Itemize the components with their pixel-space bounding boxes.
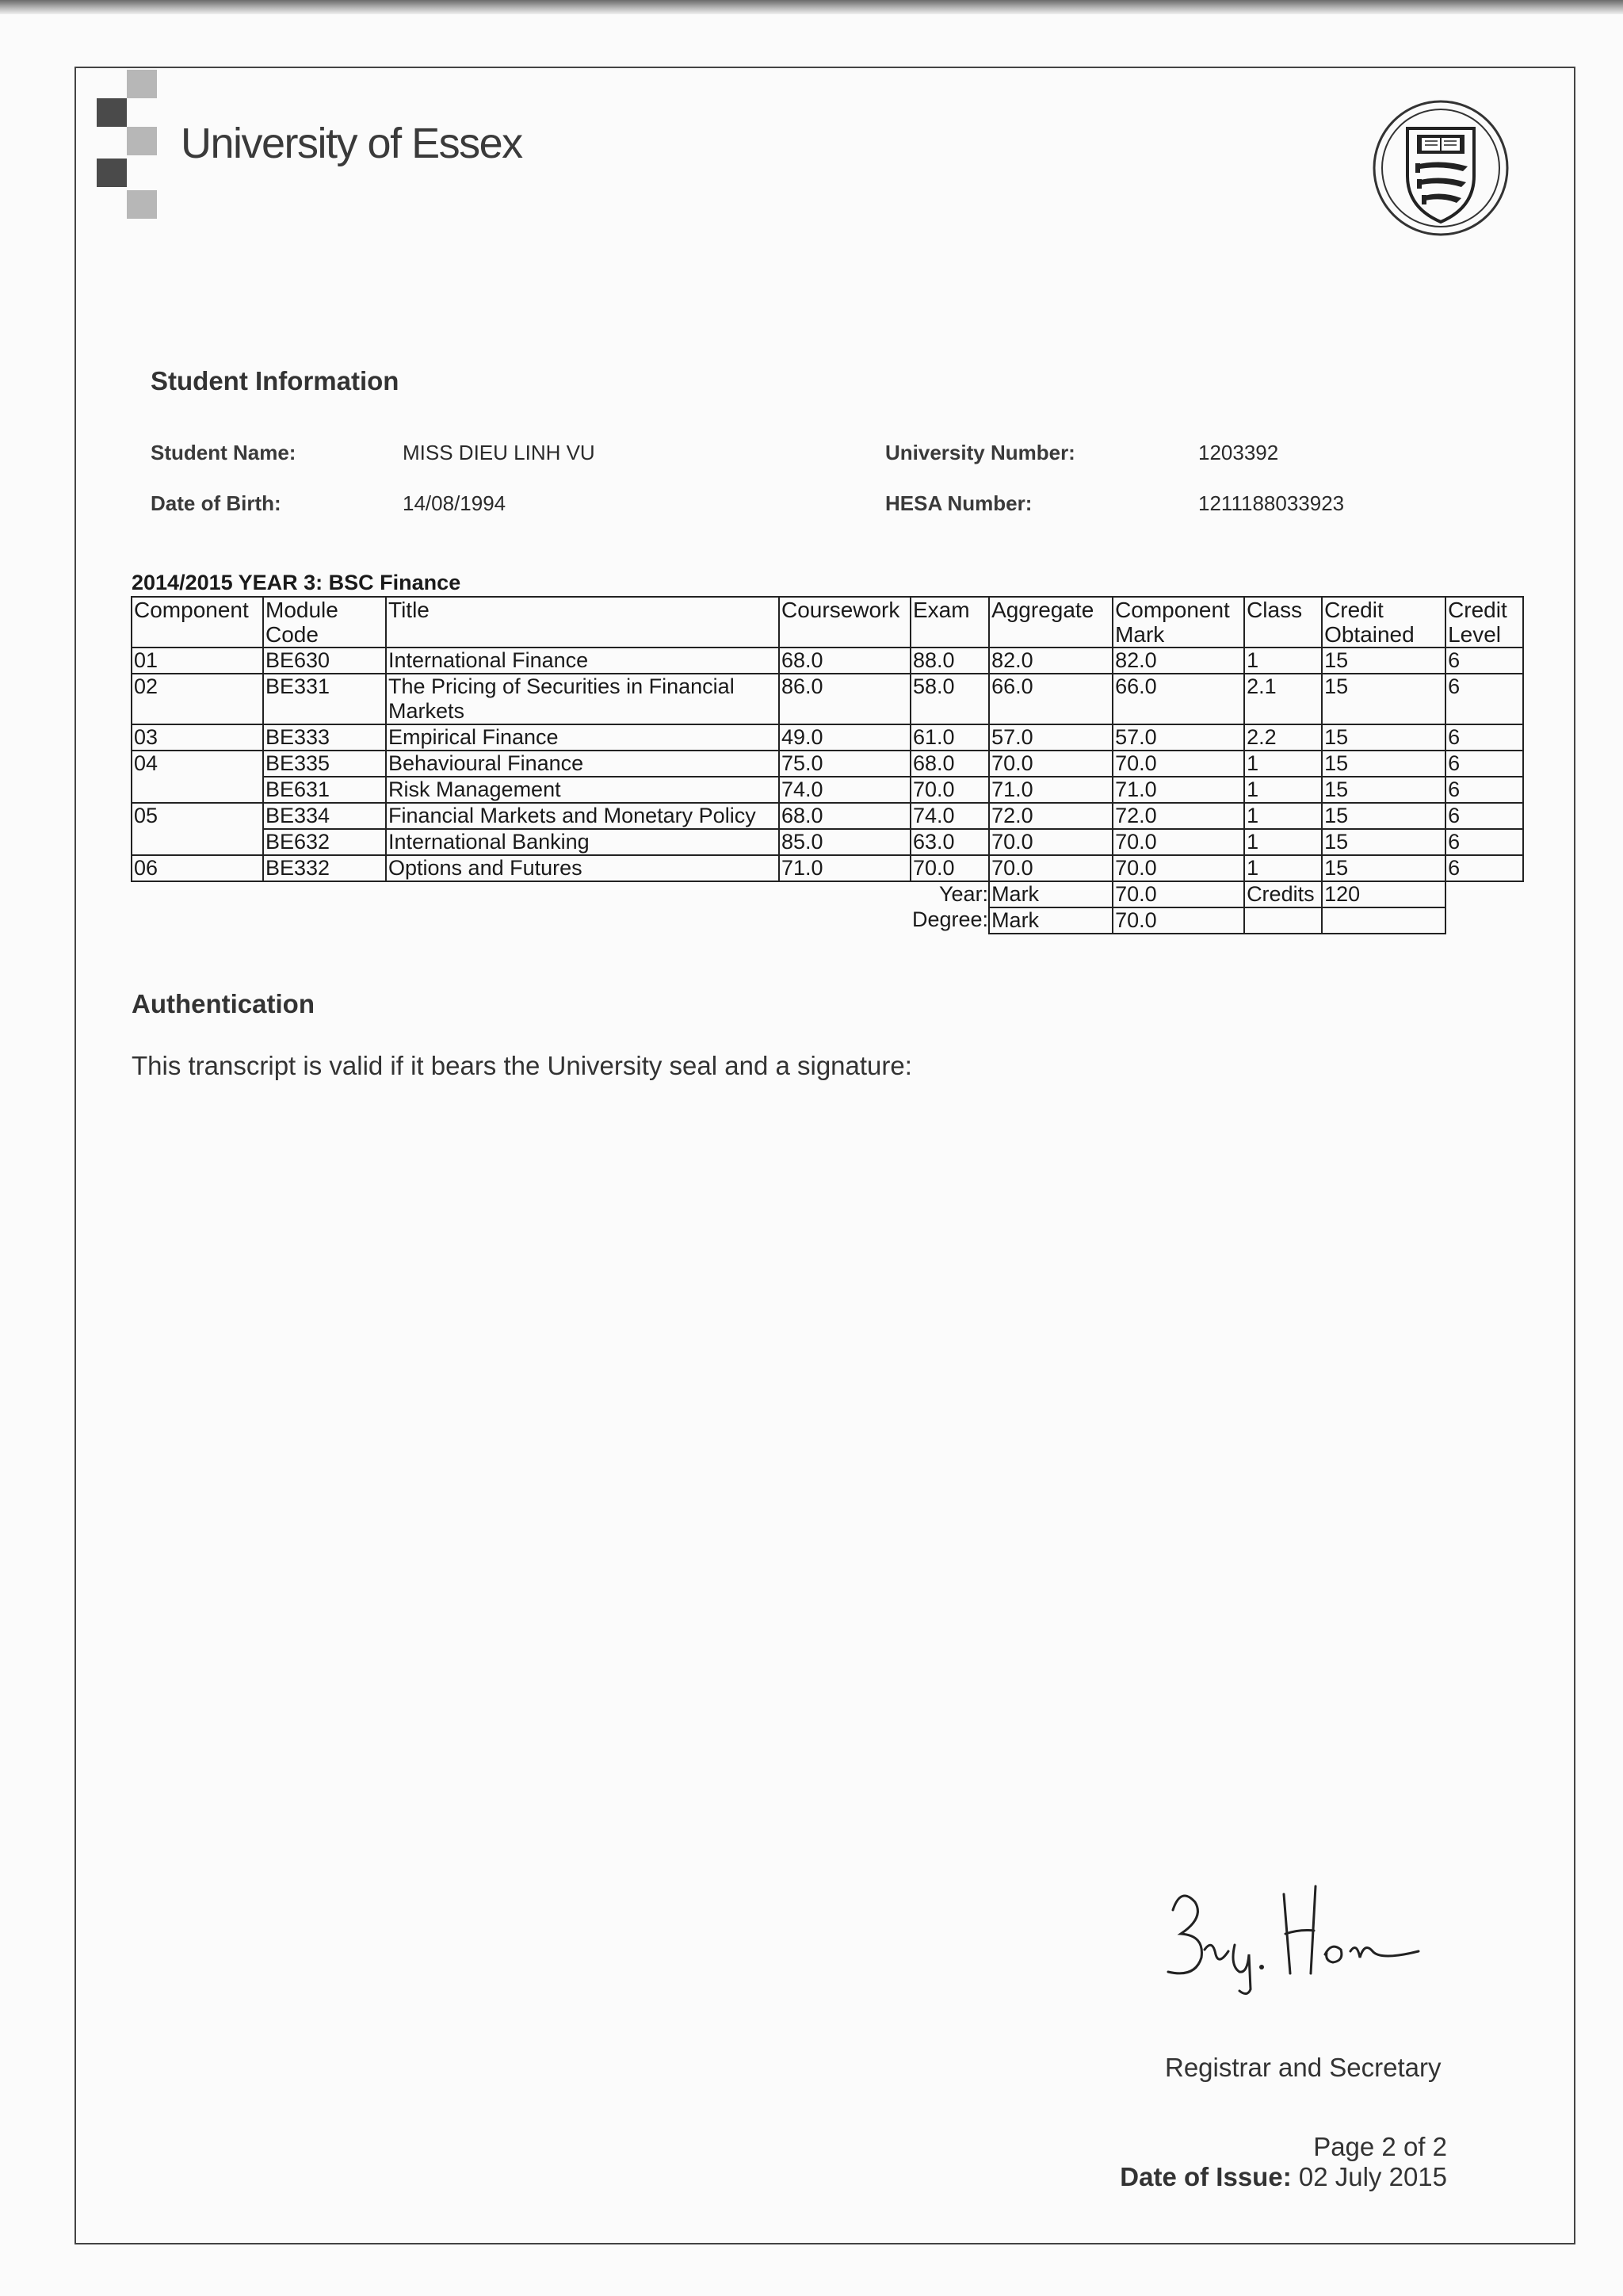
credits-value: 120 (1322, 881, 1445, 907)
university-logo-icon (92, 70, 160, 228)
cell-credit-obtained: 15 (1322, 803, 1445, 829)
cell-credit-level: 6 (1445, 674, 1523, 724)
cell-credit-obtained: 15 (1322, 751, 1445, 777)
cell-aggregate: 70.0 (989, 855, 1113, 881)
authentication-text: This transcript is valid if it bears the University seal and a signature: (132, 1051, 912, 1080)
cell-aggregate: 66.0 (989, 674, 1113, 724)
dob-value: 14/08/1994 (403, 491, 506, 515)
degree-label: Degree: (912, 907, 989, 931)
cell-title: International Banking (386, 829, 779, 855)
degree-mark-label: Mark (989, 907, 1113, 934)
header-class: Class (1244, 597, 1322, 648)
cell-credit-obtained: 15 (1322, 829, 1445, 855)
hesa-number-value: 1211188033923 (1198, 491, 1345, 515)
cell-class: 1 (1244, 648, 1322, 674)
signatory-title: Registrar and Secretary (1165, 2053, 1442, 2082)
scan-edge (0, 0, 1623, 14)
cell-credit-level: 6 (1445, 648, 1523, 674)
header-credit-obtained: Credit Obtained (1322, 597, 1445, 648)
cell-component: 06 (132, 855, 263, 881)
cell-class: 1 (1244, 803, 1322, 829)
student-name-value: MISS DIEU LINH VU (403, 441, 595, 464)
cell-component: 02 (132, 674, 263, 724)
table-row (132, 751, 1523, 777)
cell-credit-obtained: 15 (1322, 777, 1445, 803)
cell-coursework: 86.0 (779, 674, 911, 724)
hesa-number-label: HESA Number: (885, 491, 1033, 515)
cell-credit-level: 6 (1445, 724, 1523, 751)
table-row (132, 724, 1523, 751)
cell-module-code: BE333 (263, 724, 386, 751)
cell-coursework: 74.0 (779, 777, 911, 803)
cell-aggregate: 71.0 (989, 777, 1113, 803)
cell-credit-obtained: 15 (1322, 648, 1445, 674)
table-row (132, 674, 1523, 724)
cell-credit-obtained: 15 (1322, 674, 1445, 724)
cell-credit-level: 6 (1445, 803, 1523, 829)
cell-title: Behavioural Finance (386, 751, 779, 777)
cell-aggregate: 70.0 (989, 751, 1113, 777)
signature-image (1157, 1878, 1442, 1997)
dob-label: Date of Birth: (151, 491, 281, 515)
cell-module-code: BE631 (263, 777, 386, 803)
cell-exam: 70.0 (911, 777, 989, 803)
cell-component-mark: 70.0 (1113, 855, 1244, 881)
cell-exam: 63.0 (911, 829, 989, 855)
cell-module-code: BE332 (263, 855, 386, 881)
cell-title: Options and Futures (386, 855, 779, 881)
header-title: Title (386, 597, 779, 648)
cell-exam: 70.0 (911, 855, 989, 881)
authentication-heading: Authentication (132, 989, 315, 1018)
header-component-mark: Component Mark (1113, 597, 1244, 648)
cell-component: 04 (132, 751, 263, 777)
table-row (132, 777, 1523, 803)
degree-mark-value: 70.0 (1113, 907, 1244, 934)
cell-exam: 74.0 (911, 803, 989, 829)
cell-coursework: 49.0 (779, 724, 911, 751)
cell-class: 2.1 (1244, 674, 1322, 724)
cell-component-mark: 57.0 (1113, 724, 1244, 751)
issue-date-label: Date of Issue: (1120, 2162, 1292, 2191)
cell-exam: 61.0 (911, 724, 989, 751)
header-component: Component (132, 597, 263, 648)
header-module-code: Module Code (263, 597, 386, 648)
cell-exam: 88.0 (911, 648, 989, 674)
cell-module-code: BE334 (263, 803, 386, 829)
credits-label: Credits (1244, 881, 1322, 907)
cell-credit-level: 6 (1445, 855, 1523, 881)
cell-class: 1 (1244, 829, 1322, 855)
header-aggregate: Aggregate (989, 597, 1113, 648)
student-name-label: Student Name: (151, 441, 296, 464)
cell-exam: 58.0 (911, 674, 989, 724)
student-information-heading: Student Information (151, 366, 399, 395)
table-row (132, 803, 1523, 829)
year-mark-label: Mark (989, 881, 1113, 907)
cell-component-mark: 82.0 (1113, 648, 1244, 674)
header-coursework: Coursework (779, 597, 911, 648)
year-title: 2014/2015 YEAR 3: BSC Finance (132, 571, 461, 594)
cell-title: Empirical Finance (386, 724, 779, 751)
cell-title: International Finance (386, 648, 779, 674)
cell-class: 2.2 (1244, 724, 1322, 751)
table-header-row (132, 597, 1523, 648)
cell-coursework: 85.0 (779, 829, 911, 855)
cell-module-code: BE331 (263, 674, 386, 724)
cell-coursework: 75.0 (779, 751, 911, 777)
university-number-value: 1203392 (1198, 441, 1279, 464)
cell-coursework: 71.0 (779, 855, 911, 881)
cell-aggregate: 82.0 (989, 648, 1113, 674)
university-name: University of Essex (181, 120, 522, 167)
cell-aggregate: 70.0 (989, 829, 1113, 855)
table-row (132, 829, 1523, 855)
cell-component-mark: 66.0 (1113, 674, 1244, 724)
cell-class: 1 (1244, 777, 1322, 803)
cell-coursework: 68.0 (779, 803, 911, 829)
cell-component-mark: 72.0 (1113, 803, 1244, 829)
cell-title: Financial Markets and Monetary Policy (386, 803, 779, 829)
degree-summary-row (132, 907, 1523, 934)
cell-component-mark: 71.0 (1113, 777, 1244, 803)
issue-date-value: 02 July 2015 (1298, 2162, 1447, 2191)
cell-module-code: BE630 (263, 648, 386, 674)
cell-component: 05 (132, 803, 263, 829)
year-mark-value: 70.0 (1113, 881, 1244, 907)
cell-component-mark: 70.0 (1113, 751, 1244, 777)
cell-component-mark: 70.0 (1113, 829, 1244, 855)
table-row (132, 648, 1523, 674)
cell-credit-level: 6 (1445, 777, 1523, 803)
grades-table (131, 596, 1524, 934)
cell-coursework: 68.0 (779, 648, 911, 674)
year-summary-row (132, 881, 1523, 907)
page-number: Page 2 of 2 (1313, 2132, 1447, 2161)
cell-aggregate: 57.0 (989, 724, 1113, 751)
header-credit-level: Credit Level (1445, 597, 1523, 648)
year-label: Year: (939, 882, 989, 906)
cell-aggregate: 72.0 (989, 803, 1113, 829)
cell-title: The Pricing of Securities in Financial Markets (386, 674, 779, 724)
cell-class: 1 (1244, 751, 1322, 777)
cell-exam: 68.0 (911, 751, 989, 777)
cell-credit-level: 6 (1445, 751, 1523, 777)
cell-title: Risk Management (386, 777, 779, 803)
cell-credit-obtained: 15 (1322, 855, 1445, 881)
crest-icon (1369, 97, 1512, 239)
university-number-label: University Number: (885, 441, 1075, 464)
cell-credit-level: 6 (1445, 829, 1523, 855)
date-of-issue (1120, 2162, 1447, 2192)
cell-credit-obtained: 15 (1322, 724, 1445, 751)
cell-component (132, 777, 263, 803)
cell-component: 03 (132, 724, 263, 751)
cell-component (132, 829, 263, 855)
table-row (132, 855, 1523, 881)
cell-class: 1 (1244, 855, 1322, 881)
header-exam: Exam (911, 597, 989, 648)
cell-module-code: BE335 (263, 751, 386, 777)
cell-component: 01 (132, 648, 263, 674)
cell-module-code: BE632 (263, 829, 386, 855)
